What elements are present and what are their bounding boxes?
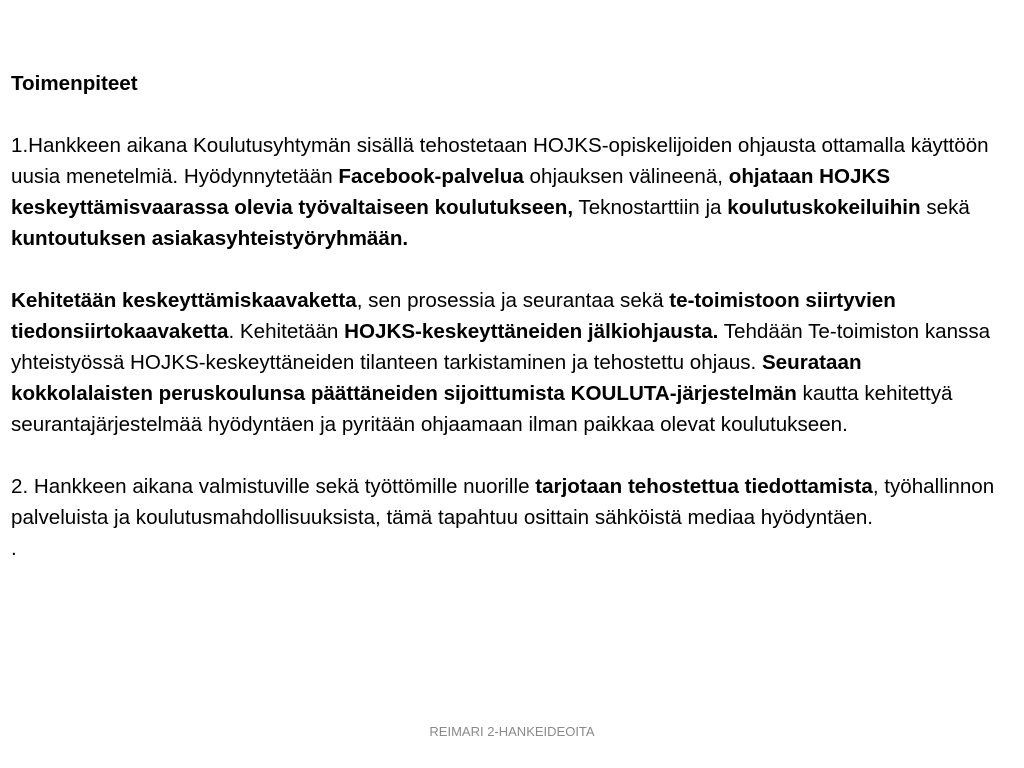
text-run: . Kehitetään [228, 320, 345, 343]
text-run-bold: Seurataan kokkolalaisten peruskoulunsa päättäneiden sijoittumista KOULUTA-järjestelmän [11, 351, 862, 405]
text-run: , työhallinnon palveluista ja koulutusmahdollisuuksista, tämä tapahtuu osittain sähköistä mediaa hyödyntäen. [11, 475, 995, 529]
text-run: 1.Hankkeen aikana Koulutusyhtymän sisällä tehostetaan HOJKS-opiskelijoiden ohjausta ottamalla käyttöön uusia menetelmiä. Hyödynnytetään [11, 134, 989, 188]
text-run: Teknostarttiin ja [573, 196, 728, 219]
paragraph-3 [11, 471, 1001, 533]
text-run-bold: Facebook-palvelua [338, 165, 524, 188]
text-run-bold: koulutuskokeiluihin [727, 196, 921, 219]
text-run: sekä [920, 196, 970, 219]
text-run: kautta kehitettyä seurantajärjestelmää hyödyntäen ja pyritään ohjaamaan ilman paikkaa olevat koulutukseen. [11, 382, 953, 436]
text-run: 2. Hankkeen aikana valmistuville sekä työttömille nuorille [11, 475, 536, 498]
text-run: , sen prosessia ja seurantaa sekä [356, 289, 670, 312]
trailing-dot: . [11, 537, 17, 560]
spacer [11, 99, 1001, 130]
text-run: ohjauksen välineenä, [523, 165, 729, 188]
text-run-bold: ohjataan HOJKS keskeyttämisvaarassa olevia työvaltaiseen koulutukseen, [11, 165, 891, 219]
slide-footer: REIMARI 2-HANKEIDEOITA [429, 724, 595, 739]
text-run-bold: Kehitetään keskeyttämiskaavaketta [11, 289, 357, 312]
slide-content [11, 68, 1001, 564]
slide-title: Toimenpiteet [11, 72, 138, 95]
text-run: Tehdään Te-toimiston kanssa yhteistyössä HOJKS-keskeyttäneiden tilanteen tarkistaminen ja tehostettu ohjaus. [11, 320, 991, 374]
paragraph-1 [11, 130, 1001, 254]
text-run-bold: te-toimistoon siirtyvien tiedonsiirtokaavaketta [11, 289, 896, 343]
text-run-bold: HOJKS-keskeyttäneiden jälkiohjausta. [344, 320, 719, 343]
spacer [11, 254, 1001, 285]
paragraph-2 [11, 285, 1001, 440]
text-run-bold: kuntoutuksen asiakasyhteistyöryhmään. [11, 227, 409, 250]
text-run-bold: tarjotaan tehostettua tiedottamista [535, 475, 873, 498]
spacer [11, 440, 1001, 471]
